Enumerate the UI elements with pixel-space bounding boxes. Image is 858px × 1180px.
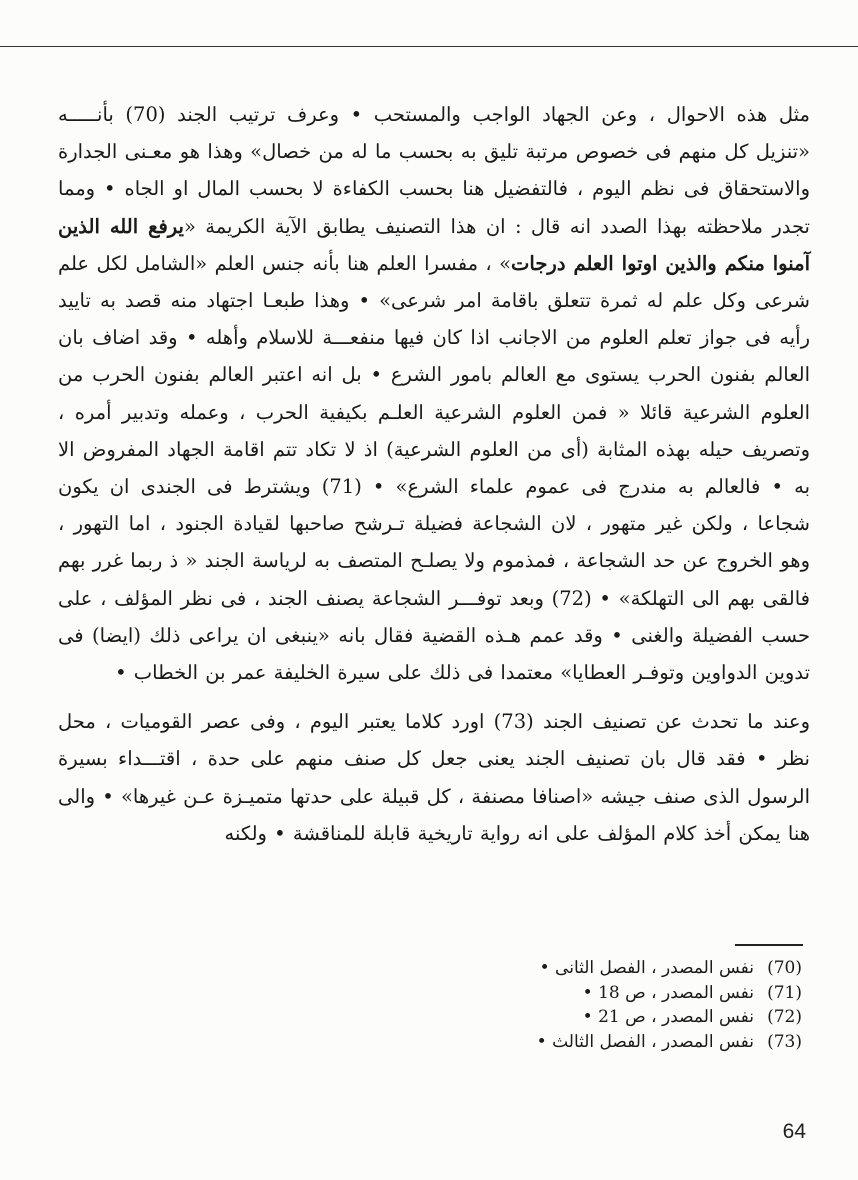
paragraph-1 [58,96,810,691]
footnote-number: (70) [767,958,802,978]
quran-verse: يرفع الله الذين آمنوا منكم والذين اوتوا العلم درجات [58,214,810,275]
footnote [460,956,802,981]
top-rule [0,46,858,47]
body-text [58,96,810,852]
footnote-text: نفس المصدر ، الفصل الثانى • [539,958,754,978]
footnote-rule [735,944,803,946]
footnotes [460,956,802,1054]
paragraph-2: وعند ما تحدث عن تصنيف الجند (73) اورد كلاما يعتبر اليوم ، وفى عصر القوميات ، محل نظر • فقد قال بان تصنيف الجند يعنى جعل كل صنف منهم على حدة ، اقتـــداء بسيرة الرسول الذى صنف جيشه «اصنافا مصنفة ، كل قبيلة على حدتها متميـزة عـن غيرها» • والى هنا يمكن أخذ كلام المؤلف على انه رواية تاريخية قابلة للمناقشة • ولكنه [58,710,810,845]
footnote-number: (72) [767,1007,802,1027]
footnote-text: نفس المصدر ، ص 21 • [582,1007,754,1027]
footnote [460,1005,802,1030]
page-number: 64 [782,1120,806,1143]
paragraph-1-before: مثل هذه الاحوال ، وعن الجهاد الواجب والمستحب • وعرف ترتيب الجند (70) بأنـــــه «تنزيل كل منهم فى خصوص مرتبة تليق به بحسب ما له من خصال» وهذا هو معـنى الجدارة والاستحقاق فى نظم اليوم ، فالتفضيل هنا بحسب الكفاءة لا بحسب المال او الجاه • ومما تجدر ملاحظته بهذا الصدد انه قال : ان هذا التصنيف يطابق الآية الكريمة « [58,103,811,238]
paragraph-1-after: » ، مفسرا العلم هنا بأنه جنس العلم «الشامل لكل علم شرعى وكل علم له ثمرة تتعلق باقامة امر شرعى» • وهذا طبعـا اجتهاد منه قصد به تاييد رأيه فى جواز تعلم العلوم من الاجانب اذا كان فيها منفعـــة للاسلام وأهله • وقد اضاف بان العالم بفنون الحرب يستوى مع العالم بامور الشرع • بل انه اعتبر العالم بفنون الحرب من العلوم الشرعية قائلا « فمن العلوم الشرعية العلـم بكيفية الحرب ، وعمله وتدبير أمره ، وتصريف حيله بهذه المثابة (أى من العلوم الشرعية) اذ لا تكاد تتم اقامة الجهاد المفروض الا به • فالعالم به مندرج فى عموم علماء الشرع» • (71) ويشترط فى الجندى ان يكون شجاعا ، ولكن غير متهور ، لان الشجاعة فضيلة تـرشح صاحبها لقيادة الجنود ، اما التهور ، وهو الخروج عن حد الشجاعة ، فمذموم ولا يصلـح المتصف به لرياسة الجند « ذ ربما غرر بهم فالقى بهم الى التهلكة» • (72) وبعد توفـــر الشجاعة يصنف الجند ، فى نظر المؤلف ، على حسب الفضيلة والغنى • وقد عمم هـذه القضية فقال بانه «ينبغى ان يراعى ذلك (ايضا) فى تدوين الدواوين وتوفـر العطايا» معتمدا فى ذلك على سيرة الخليفة عمر بن الخطاب • [58,251,810,685]
footnote [460,981,802,1006]
footnote-number: (71) [767,982,802,1003]
footnote-text: نفس المصدر ، الفصل الثالث • [536,1031,754,1052]
footnote-number: (73) [767,1031,802,1052]
footnote [460,1030,802,1055]
footnote-text: نفس المصدر ، ص 18 • [582,982,754,1003]
